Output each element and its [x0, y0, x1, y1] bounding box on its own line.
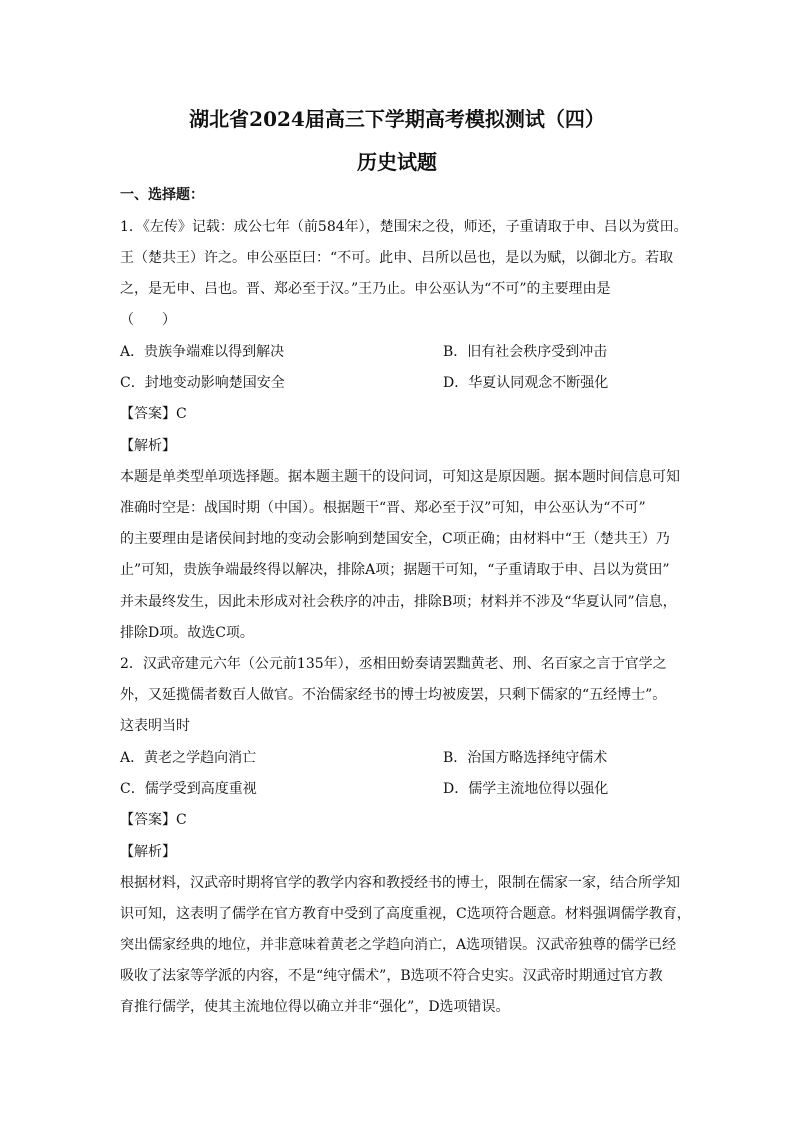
q2-stem-line: 外，又延揽儒者数百人做官。不治儒家经书的博士均被废罢，只剩下儒家的“五经博士”。 [120, 687, 667, 703]
q1-stem-line: 王（楚共王）许之。申公巫臣曰：“不可。此申、吕所以邑也，是以为赋，以御北方。若取 [120, 250, 674, 266]
q2-option-d: D．儒学主流地位得以强化 [443, 781, 609, 797]
q2-analysis-line: 识可知，这表明了儒学在官方教育中受到了高度重视，C选项符合题意。材料强调儒学教育， [120, 906, 691, 922]
q1-option-b: B．旧有社会秩序受到冲击 [443, 344, 608, 360]
q1-option-d: D．华夏认同观念不断强化 [443, 375, 609, 391]
q2-option-a: A．黄老之学趋向消亡 [120, 750, 257, 766]
q1-option-c: C．封地变动影响楚国安全 [120, 375, 285, 391]
q2-analysis-label: 【解析】 [120, 844, 176, 860]
q1-analysis-label: 【解析】 [120, 438, 176, 454]
q1-stem-line: （ ） [120, 312, 176, 328]
q1-analysis-line: 止”可知，贵族争端最终得以解决，排除A项；据题干可知，“子重请取于申、吕以为赏田” [120, 562, 670, 578]
q1-stem-line: 1．《左传》记载：成公七年（前584年），楚围宋之役，师还，子重请取于申、吕以为赏田。 [120, 219, 688, 235]
q2-analysis-line: 育推行儒学，使其主流地位得以确立并非“强化”，D选项错误。 [120, 999, 510, 1015]
document-title: 湖北省2024届高三下学期高考模拟测试（四） [189, 107, 605, 131]
q1-analysis-line: 并未最终发生，因此未形成对社会秩序的冲击，排除B项；材料并不涉及“华夏认同”信息， [120, 594, 677, 610]
q1-option-a: A．贵族争端难以得到解决 [120, 344, 285, 360]
q1-stem-line: 之，是无申、吕也。晋、郑必至于汉。”王乃止。申公巫认为“不可”的主要理由是 [120, 281, 611, 297]
q2-option-c: C．儒学受到高度重视 [120, 781, 257, 797]
q1-analysis-line: 排除D项。故选C项。 [120, 625, 254, 641]
q1-analysis-line: 的主要理由是诸侯间封地的变动会影响到楚国安全，C项正确；由材料中“王（楚共王）乃 [120, 531, 670, 547]
q2-option-b: B．治国方略选择纯守儒术 [443, 750, 608, 766]
document-subtitle: 历史试题 [357, 150, 437, 174]
q1-analysis-line: 本题是单类型单项选择题。据本题主题干的设问词，可知这是原因题。据本题时间信息可知 [120, 469, 680, 485]
q2-analysis-line: 根据材料，汉武帝时期将官学的教学内容和教授经书的博士，限制在儒家一家，结合所学知 [120, 875, 680, 891]
q1-analysis-line: 准确时空是：战国时期（中国）。根据题干“晋、郑必至于汉”可知，申公巫认为“不可” [120, 500, 646, 516]
q2-analysis-line: 吸收了法家等学派的内容，不是“纯守儒术”，B选项不符合史实。汉武帝时期通过官方教 [120, 968, 663, 984]
q2-analysis-line: 突出儒家经典的地位，并非意味着黄老之学趋向消亡，A选项错误。汉武帝独尊的儒学已经 [120, 937, 677, 953]
q2-stem-line: 2．汉武帝建元六年（公元前135年），丞相田蚡奏请罢黜黄老、刑、名百家之言于官学之 [120, 656, 667, 672]
section-heading: 一、选择题： [120, 187, 204, 203]
q2-stem-line: 这表明当时 [120, 718, 190, 734]
q1-answer: 【答案】C [120, 406, 187, 422]
q2-answer: 【答案】C [120, 812, 187, 828]
